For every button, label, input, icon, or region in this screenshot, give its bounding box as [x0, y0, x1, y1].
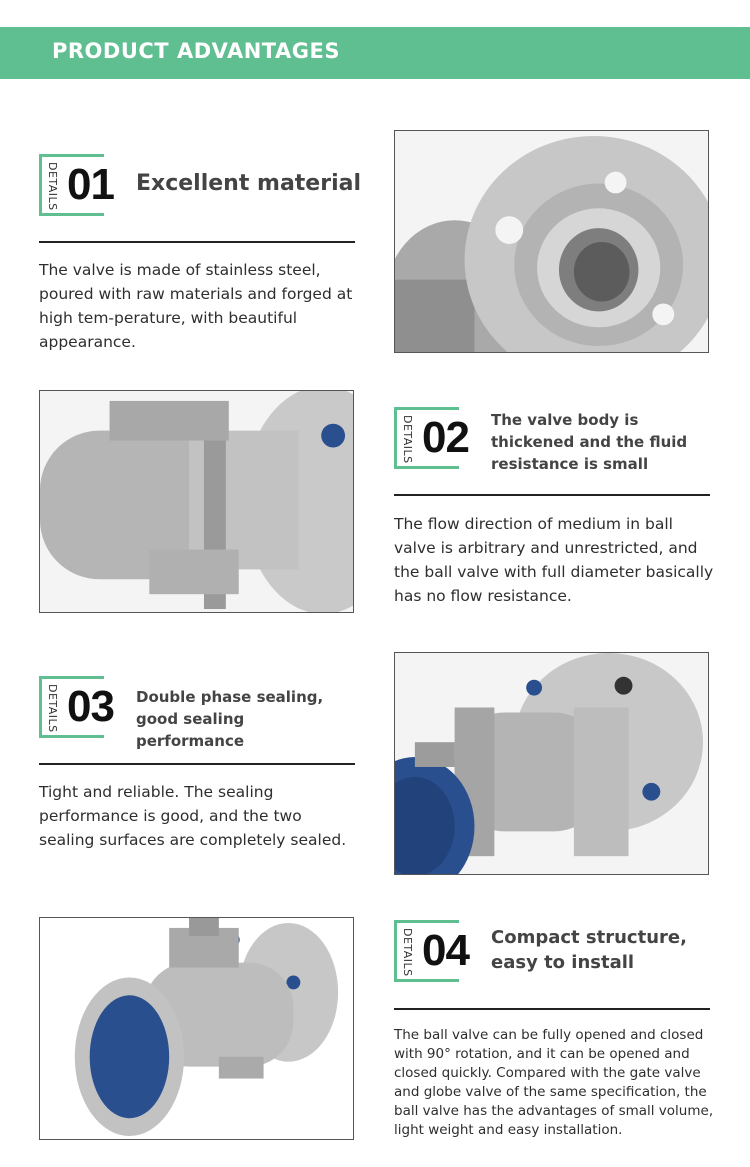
- badge-number: 02: [422, 413, 469, 462]
- banner-title: PRODUCT ADVANTAGES: [52, 39, 340, 63]
- badge-number: 01: [67, 160, 114, 209]
- valve-seal-photo: [394, 652, 709, 875]
- badge-label: DETAILS: [401, 415, 414, 464]
- feature-title-02: The valve body is thickened and the fluid resistance is small: [491, 411, 688, 473]
- divider-04: [394, 1008, 710, 1010]
- details-badge-02: [394, 407, 469, 471]
- feature-title-03: Double phase sealing, good sealing performance: [136, 688, 324, 750]
- section-banner: [0, 27, 750, 79]
- divider-03: [39, 763, 355, 765]
- feature-title-01: Excellent material: [136, 171, 362, 196]
- feature-description-03: Tight and reliable. The sealing performance is good, and the two sealing surfaces are completely sealed.: [39, 783, 347, 849]
- details-badge-01: [39, 154, 114, 218]
- feature-description-01: The valve is made of stainless steel, poured with raw materials and forged at high tem-perature, with beautiful appearance.: [39, 261, 353, 351]
- details-badge-04: [394, 920, 469, 984]
- feature-description-04: The ball valve can be fully opened and closed with 90° rotation, and it can be opened and closed quickly. Compared with the gate valve and globe valve of the same specification, the ball valve has the advantages of small volume, light weight and easy installation.: [394, 1027, 714, 1138]
- badge-number: 03: [67, 682, 114, 731]
- divider-01: [39, 241, 355, 243]
- feature-title-04: Compact structure, easy to install: [491, 927, 687, 973]
- divider-02: [394, 494, 710, 496]
- badge-label: DETAILS: [46, 684, 59, 733]
- feature-description-02: The flow direction of medium in ball valve is arbitrary and unrestricted, and the ball valve with full diameter basically has no flow resistance.: [394, 515, 714, 605]
- badge-number: 04: [422, 926, 469, 975]
- badge-label: DETAILS: [401, 928, 414, 977]
- details-badge-03: [39, 676, 114, 740]
- valve-body-photo: [39, 390, 354, 613]
- ball-valve-photo: [39, 917, 354, 1140]
- valve-flange-photo: [394, 130, 709, 353]
- badge-label: DETAILS: [46, 162, 59, 211]
